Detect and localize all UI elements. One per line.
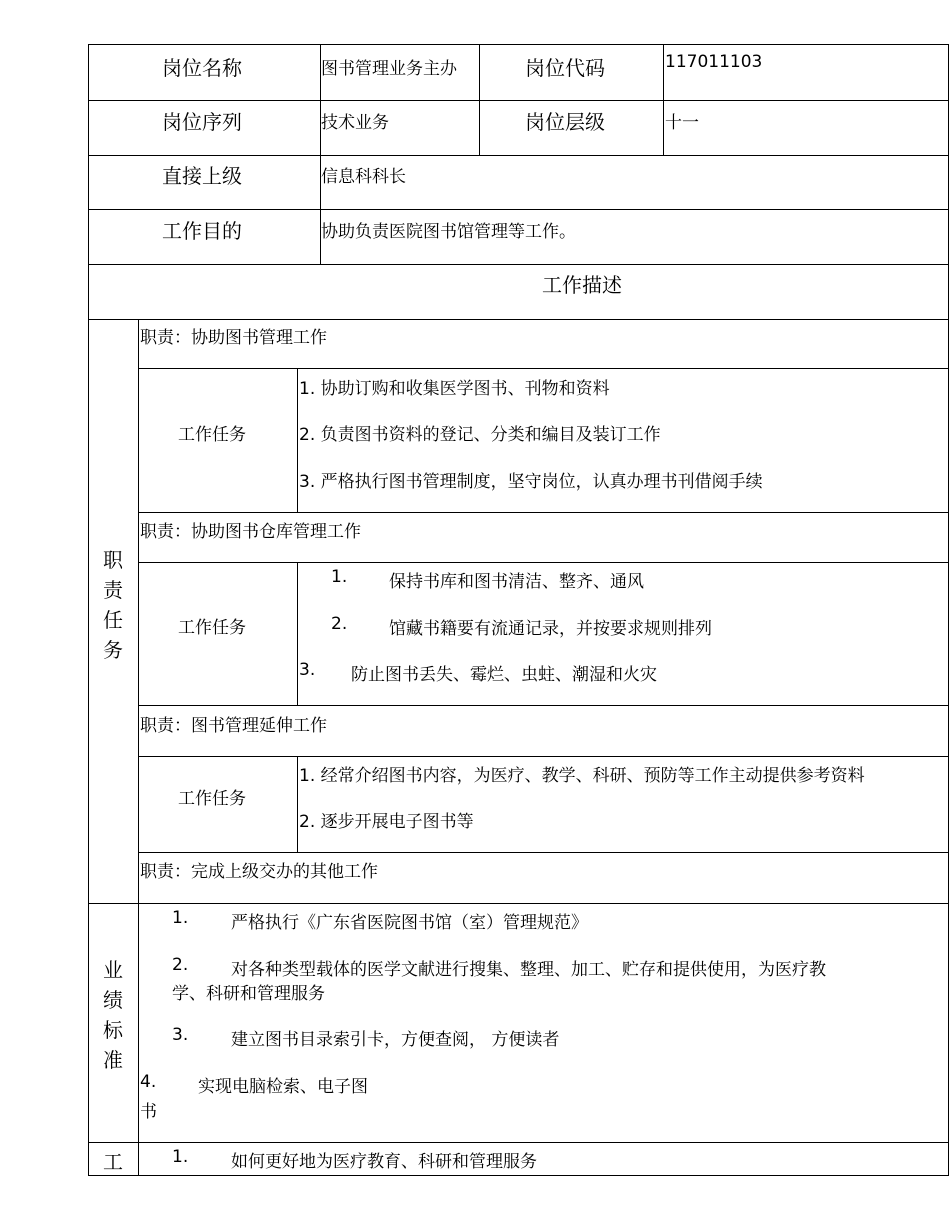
hline-d1b bbox=[138, 512, 949, 513]
task-item: 2. 逐步开展电子图书等 bbox=[299, 812, 474, 832]
duties-char: 责 bbox=[103, 578, 123, 602]
post-seq-label: 岗位序列 bbox=[162, 110, 242, 134]
task-num: 3. bbox=[299, 660, 316, 680]
post-code-label: 岗位代码 bbox=[525, 56, 605, 80]
performance-char: 业 bbox=[103, 958, 123, 982]
description-title: 工作描述 bbox=[542, 273, 622, 297]
duties-char: 任 bbox=[103, 608, 123, 632]
task-item: 1. 协助订购和收集医学图书、刊物和资料 bbox=[299, 379, 610, 399]
duties-char: 职 bbox=[103, 548, 123, 572]
superior-value: 信息科科长 bbox=[321, 167, 406, 187]
task-item: 保持书库和图书清洁、整齐、通风 bbox=[389, 572, 644, 592]
hline-d1a bbox=[138, 368, 949, 369]
border-left bbox=[88, 44, 89, 1176]
last-row-label: 工 bbox=[103, 1150, 123, 1174]
hline-2 bbox=[88, 155, 949, 156]
performance-num: 2. bbox=[172, 955, 189, 975]
hline-d2a bbox=[138, 562, 949, 563]
task-item: 2. 负责图书资料的登记、分类和编目及装订工作 bbox=[299, 425, 661, 445]
vline-task-2 bbox=[297, 562, 298, 706]
purpose-value: 协助负责医院图书馆管理等工作。 bbox=[321, 222, 576, 242]
task-label: 工作任务 bbox=[178, 425, 246, 445]
performance-item-cont: 学、科研和管理服务 bbox=[172, 984, 325, 1004]
post-name-label: 岗位名称 bbox=[162, 56, 242, 80]
performance-item: 严格执行《广东省医院图书馆（室）管理规范》 bbox=[231, 913, 588, 933]
duty-title: 职责：完成上级交办的其他工作 bbox=[140, 862, 378, 882]
duty-title: 职责：协助图书管理工作 bbox=[140, 328, 327, 348]
superior-label: 直接上级 bbox=[162, 164, 242, 188]
hline-1 bbox=[88, 100, 949, 101]
hline-d2b bbox=[138, 705, 949, 706]
performance-num: 3. bbox=[172, 1025, 189, 1045]
performance-char: 标 bbox=[103, 1018, 123, 1042]
hline-bottom bbox=[88, 1175, 949, 1176]
duty-title: 职责：协助图书仓库管理工作 bbox=[140, 522, 361, 542]
border-right bbox=[948, 44, 949, 1176]
hline-d3a bbox=[138, 756, 949, 757]
vline-task-1 bbox=[297, 368, 298, 513]
task-item: 防止图书丢失、霉烂、虫蛀、潮湿和火灾 bbox=[351, 665, 657, 685]
post-level-label: 岗位层级 bbox=[525, 110, 605, 134]
hline-perf-bottom bbox=[88, 1142, 949, 1143]
task-num: 1. bbox=[331, 567, 348, 587]
hline-3 bbox=[88, 209, 949, 210]
duty-title: 职责：图书管理延伸工作 bbox=[140, 716, 327, 736]
last-row-num: 1. bbox=[172, 1147, 189, 1167]
vline-side-col bbox=[138, 319, 139, 1176]
post-name-value: 图书管理业务主办 bbox=[321, 59, 457, 79]
vline-task-3 bbox=[297, 756, 298, 853]
task-item: 馆藏书籍要有流通记录，并按要求规则排列 bbox=[389, 619, 712, 639]
performance-char: 准 bbox=[103, 1048, 123, 1072]
vline-mid-2 bbox=[663, 44, 664, 156]
task-item: 3. 严格执行图书管理制度，坚守岗位，认真办理书刊借阅手续 bbox=[299, 472, 763, 492]
performance-char: 绩 bbox=[103, 988, 123, 1012]
performance-item: 实现电脑检索、电子图 bbox=[198, 1077, 368, 1097]
hline-5 bbox=[88, 319, 949, 320]
task-item: 1. 经常介绍图书内容，为医疗、教学、科研、预防等工作主动提供参考资料 bbox=[299, 766, 865, 786]
hline-perf-top bbox=[88, 903, 949, 904]
post-seq-value: 技术业务 bbox=[321, 113, 389, 133]
last-row-item: 如何更好地为医疗教育、科研和管理服务 bbox=[231, 1152, 537, 1172]
performance-num: 1. bbox=[172, 908, 189, 928]
performance-num: 4. bbox=[140, 1072, 157, 1092]
purpose-label: 工作目的 bbox=[162, 219, 242, 243]
hline-d3b bbox=[138, 852, 949, 853]
duties-side-label bbox=[98, 545, 128, 665]
hline-4 bbox=[88, 264, 949, 265]
task-label: 工作任务 bbox=[178, 618, 246, 638]
task-num: 2. bbox=[331, 614, 348, 634]
hline-top bbox=[88, 44, 949, 45]
task-label: 工作任务 bbox=[178, 789, 246, 809]
performance-item: 建立图书目录索引卡，方便查阅， 方便读者 bbox=[231, 1030, 560, 1050]
performance-item-cont: 书 bbox=[140, 1102, 157, 1122]
performance-side-label bbox=[98, 955, 128, 1075]
post-code-value: 117011103 bbox=[665, 52, 763, 72]
post-level-value: 十一 bbox=[665, 113, 699, 133]
performance-item: 对各种类型载体的医学文献进行搜集、整理、加工、贮存和提供使用，为医疗教 bbox=[231, 960, 826, 980]
vline-mid-1 bbox=[479, 44, 480, 156]
duties-char: 务 bbox=[103, 638, 123, 662]
